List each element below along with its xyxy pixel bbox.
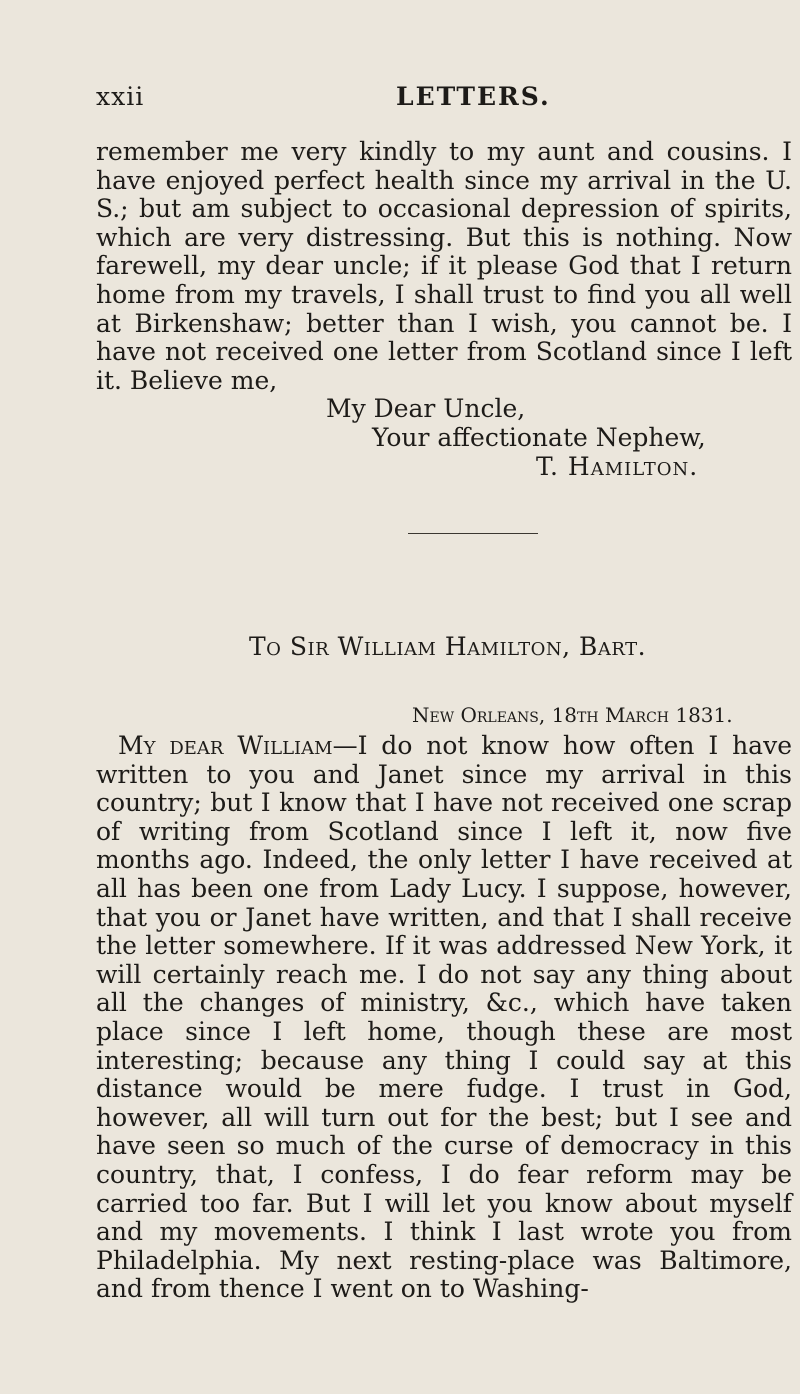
letter-1-closing-address: My Dear Uncle, (326, 394, 526, 423)
letter-1-body: remember me very kindly to my aunt and cousins. I have enjoyed perfect health since my arrival in the U. S.; but am subject to occasional depression of spirits, which are very distressing. But this is nothing. Now farewell, my dear uncle; if it please God that I return home from my travels, I shall trust to find you all well at Birkenshaw; better than I wish, you cannot be. I have not received one letter from Scotland since I left it. Believe me, (96, 137, 792, 395)
letter-2-body: —I do not know how often I have written to you and Janet since my arrival in this country; but I know that I have not received one scrap of writing from Scotland since I left it, now five months ago. Indeed, the only letter I have received at all has been one from Lady Lucy. I suppose, however, that you or Janet have written, and that I shall receive the letter somewhere. If it was addressed New York, it will certainly reach me. I do not say any thing about all the changes of ministry, &c., which have taken place since I left home, though these are most interesting; because any thing I could say at this distance would be mere fudge. I trust in God, however, all will turn out for the best; but I see and have seen so much of the curse of democracy in this country, that, I confess, I do fear reform may be carried too far. But I will let you know about myself and my movements. I think I last wrote you from Philadelphia. My next resting-place was Baltimore, and from thence I went on to Washing- (96, 731, 793, 1304)
letter-1-signature: T. Hamilton. (536, 452, 699, 481)
running-title: LETTERS. (396, 82, 551, 111)
letter-1-closing-phrase: Your affectionate Nephew, (372, 423, 706, 452)
page-number: xxii (96, 82, 145, 111)
letter-2-paragraph (96, 732, 792, 1304)
letter-2-dateline: New Orleans, 18th March 1831. (412, 703, 733, 727)
letter-2-salutation: My dear William (118, 731, 333, 760)
letter-2-heading: To Sir William Hamilton, Bart. (249, 632, 647, 661)
running-head (96, 82, 796, 122)
section-divider (408, 533, 538, 534)
